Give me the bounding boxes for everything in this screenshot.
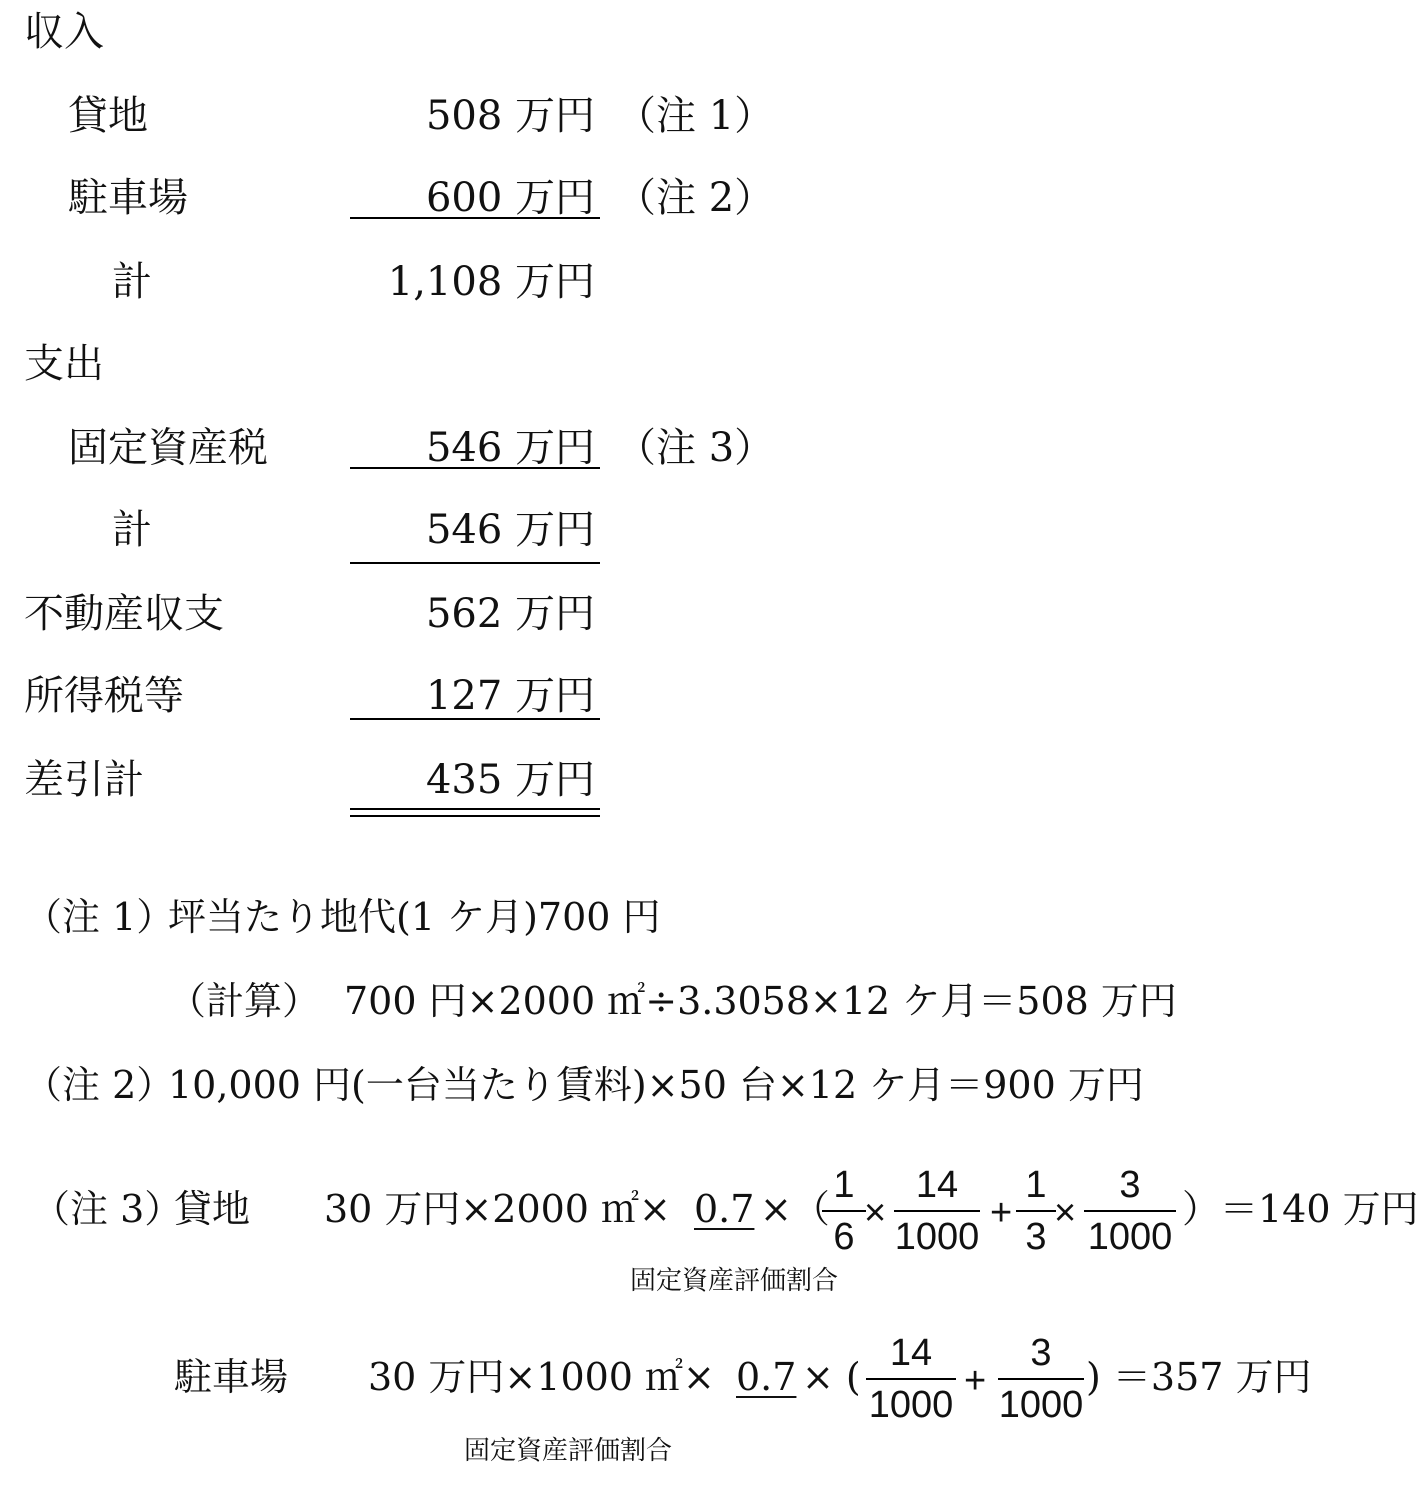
note2-text: 10,000 円(一台当たり賃料)×50 台×12 ケ月＝900 万円 [168,1063,1144,1107]
summary-amount-balance: 562 万円 [425,591,595,637]
expense-row-rule [350,467,600,469]
note1-calc: 700 円×2000 ㎡÷3.3058×12 ケ月＝508 万円 [344,979,1177,1023]
summary-amount-income-tax: 127 万円 [425,673,595,719]
note3-parking-fraction-3-1000 [998,1334,1084,1424]
fraction-numerator: 3 [1119,1164,1141,1206]
fraction-denominator: 3 [1025,1216,1047,1258]
note3-land-mul-1: × [864,1192,887,1234]
expense-note-tax: （注 3） [616,425,775,471]
expense-total-label: 計 [112,507,152,553]
income-total-label: 計 [112,259,152,305]
note1-calc-label: （計算） [168,979,321,1023]
fraction-denominator: 6 [833,1216,855,1258]
income-amount-parking: 600 万円 [425,175,595,221]
fraction-numerator: 14 [915,1164,959,1206]
note3-parking-ratio-caption: 固定資産評価割合 [464,1436,673,1466]
fraction-denominator: 1000 [894,1216,980,1258]
fraction-denominator: 1000 [1087,1216,1173,1258]
fraction-denominator: 1000 [998,1384,1084,1426]
summary-income-tax-rule [350,718,600,720]
summary-label-net: 差引計 [24,757,144,803]
note3-parking-prefix: 30 万円×1000 ㎡× [368,1355,715,1399]
note3-parking-fraction-14-1000 [866,1334,956,1424]
note3-land-mul-2: × [1054,1192,1077,1234]
expense-heading: 支出 [24,341,104,387]
note1-text: 坪当たり地代(1 ケ月)700 円 [168,895,661,939]
summary-label-income-tax: 所得税等 [24,673,184,719]
income-label-land: 貸地 [68,93,148,139]
summary-label-balance: 不動産収支 [24,591,224,637]
note3-parking-label: 駐車場 [174,1355,289,1399]
summary-net-double-rule [350,808,600,817]
income-label-parking: 駐車場 [68,175,188,221]
note3-parking-plus: + [964,1360,987,1402]
note3-land-label: 貸地 [174,1187,251,1231]
note2-tag: （注 2） [24,1063,175,1107]
note3-parking-times-paren: × ( [802,1355,861,1399]
income-heading: 収入 [24,9,104,55]
expense-total-amount: 546 万円 [425,507,595,553]
fraction-numerator: 1 [1025,1164,1047,1206]
summary-amount-net: 435 万円 [425,757,595,803]
fraction-denominator: 1000 [868,1384,954,1426]
expense-label-tax: 固定資産税 [68,425,268,471]
note3-land-result: ）＝140 万円 [1182,1187,1419,1231]
note3-parking-ratio: 0.7 [736,1355,797,1399]
note3-land-plus: + [990,1192,1013,1234]
income-total-amount: 1,108 万円 [387,259,595,305]
note3-land-fraction-3-1000 [1084,1166,1176,1256]
note3-land-ratio-caption: 固定資産評価割合 [630,1266,839,1296]
note3-land-prefix: 30 万円×2000 ㎡× [324,1187,671,1231]
note3-land-times-paren: ×（ [760,1187,830,1231]
income-note-parking: （注 2） [616,175,775,221]
note3-land-fraction-14-1000 [894,1166,980,1256]
note3-land-fraction-1-6 [822,1166,866,1256]
note3-land-ratio: 0.7 [694,1187,755,1231]
expense-amount-tax: 546 万円 [425,425,595,471]
fraction-numerator: 3 [1030,1332,1052,1374]
note3-parking-result: ) ＝357 万円 [1086,1355,1312,1399]
income-subtotal-rule [350,217,600,219]
expense-total-rule [350,562,600,564]
note3-land-fraction-1-3 [1016,1166,1056,1256]
note3-tag: （注 3） [32,1187,183,1231]
income-amount-land: 508 万円 [425,93,595,139]
fraction-numerator: 14 [889,1332,933,1374]
income-note-land: （注 1） [616,93,775,139]
note1-tag: （注 1） [24,895,175,939]
fraction-numerator: 1 [833,1164,855,1206]
